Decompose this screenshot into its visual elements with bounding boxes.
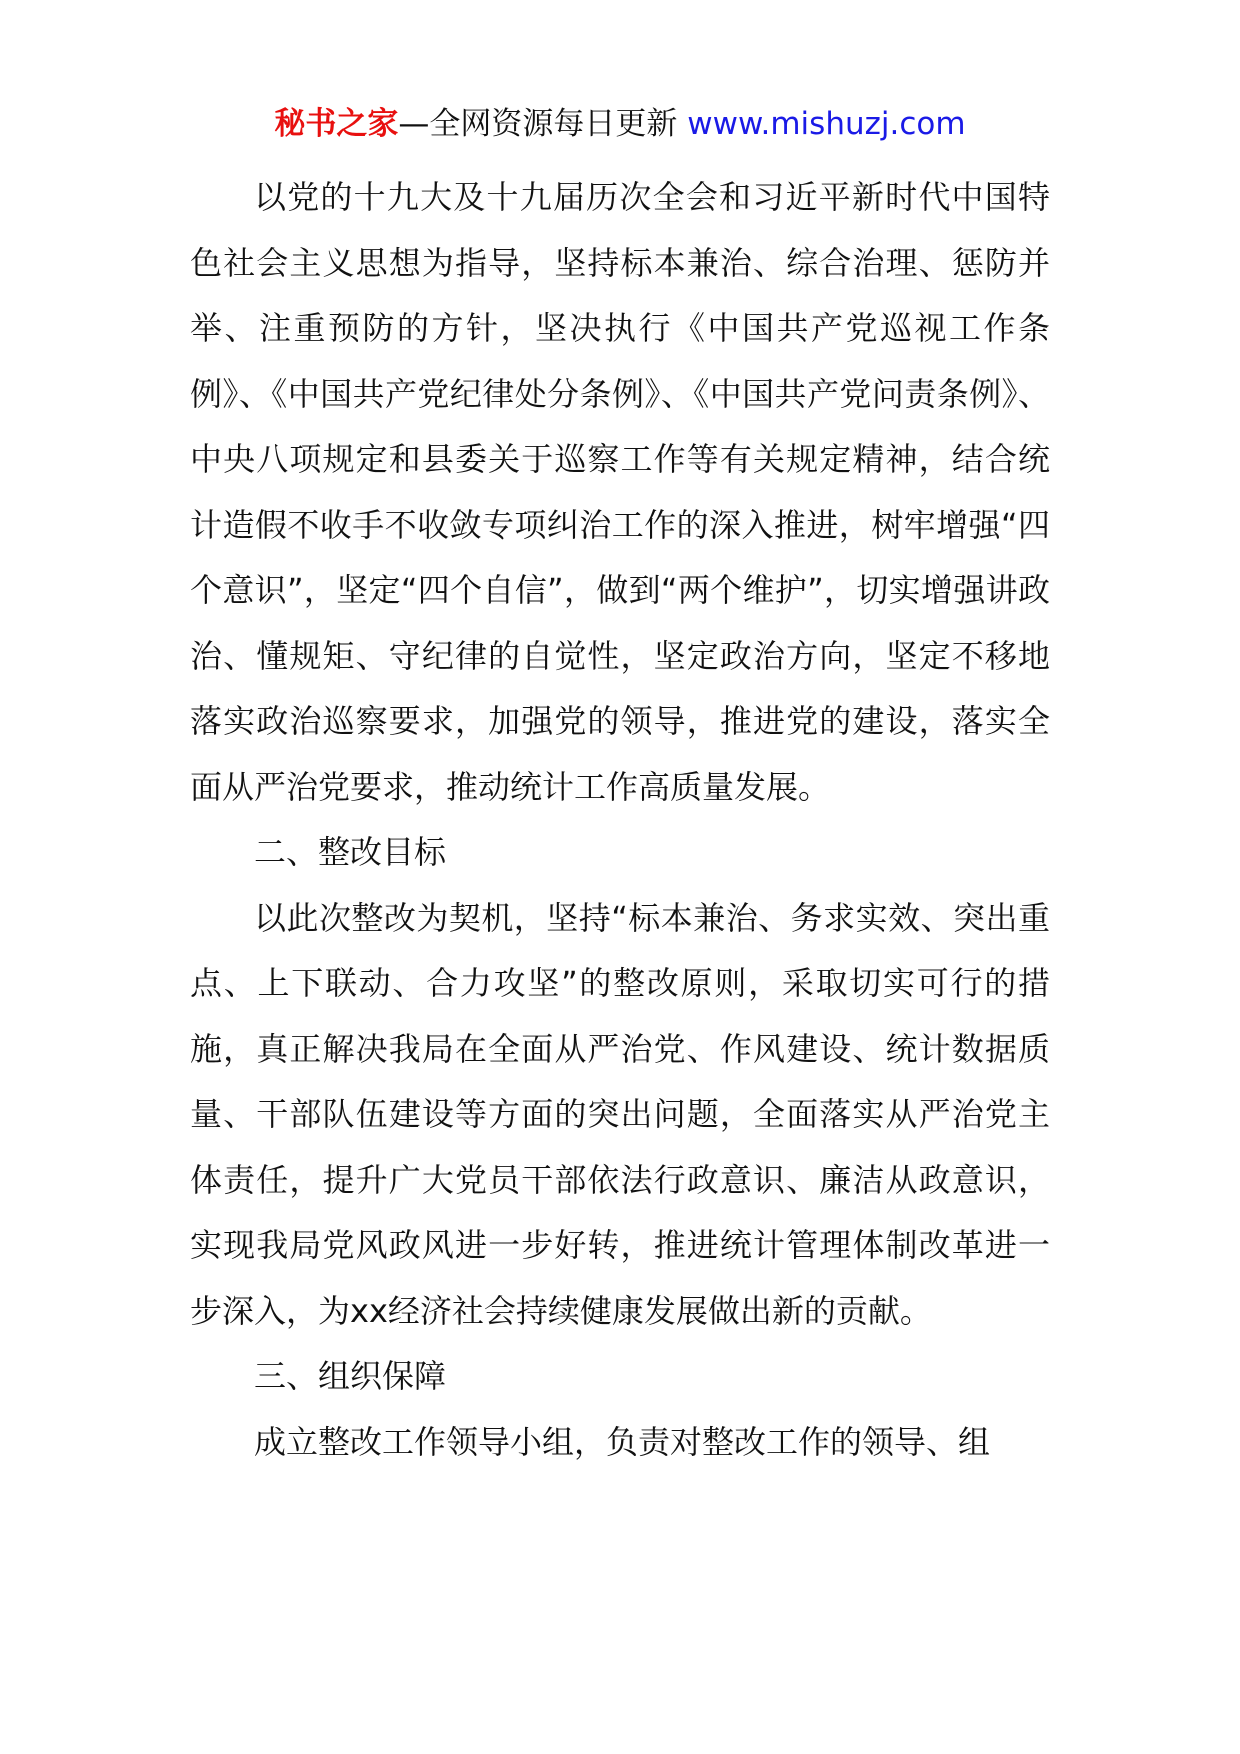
site-header	[0, 100, 1240, 148]
document-body	[190, 165, 1050, 1475]
site-tagline: —全网资源每日更新	[398, 106, 688, 142]
site-url[interactable]: www.mishuzj.com	[687, 106, 966, 142]
paragraph-organizational-guarantee: 成立整改工作领导小组，负责对整改工作的领导、组	[254, 1422, 991, 1461]
section-heading-rectification-goals: 二、整改目标	[254, 833, 447, 871]
site-brand: 秘书之家	[274, 106, 399, 142]
paragraph-rectification-goals: 以此次整改为契机，坚持“标本兼治、务求实效、突出重点、上下联动、合力攻坚”的整改原则，采取切实可行的措施，真正解决我局在全面从严治党、作风建设、统计数据质量、干部队伍建设等方面的突出问题，全面落实从严治党主体责任，提升广大党员干部依法行政意识、廉洁从政意识，实现我局党风政风进一步好转，推进统计管理体制改革进一步深入，为xx经济社会持续健康发展做出新的贡献。	[190, 898, 1050, 1330]
section-heading-organizational-guarantee: 三、组织保障	[254, 1357, 447, 1395]
paragraph-guiding-principle: 以党的十九大及十九届历次全会和习近平新时代中国特色社会主义思想为指导，坚持标本兼治、综合治理、惩防并举、注重预防的方针，坚决执行《中国共产党巡视工作条例》、《中国共产党纪律处分条例》、《中国共产党问责条例》、中央八项规定和县委关于巡察工作等有关规定精神，结合统计造假不收手不收敛专项纠治工作的深入推进，树牢增强“四个意识”，坚定“四个自信”，做到“两个维护”，切实增强讲政治、懂规矩、守纪律的自觉性，坚定政治方向，坚定不移地落实政治巡察要求，加强党的领导，推进党的建设，落实全面从严治党要求，推动统计工作高质量发展。	[190, 178, 1050, 806]
